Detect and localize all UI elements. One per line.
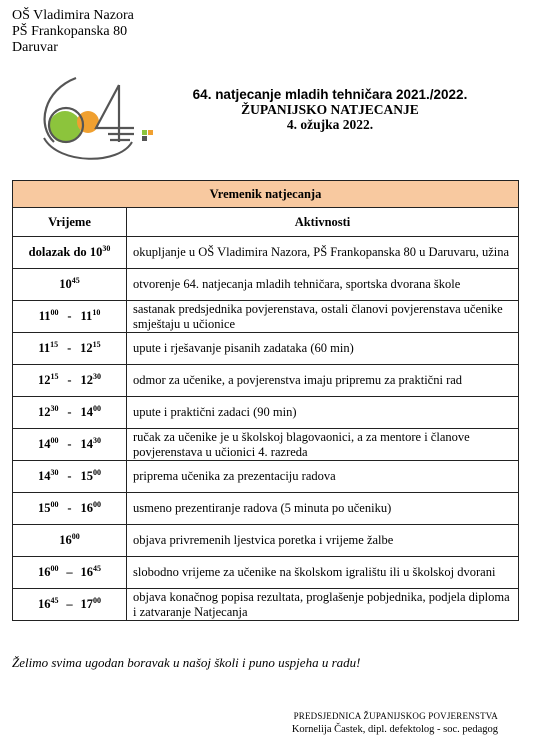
time-start-hour: 16 xyxy=(38,597,51,611)
time-start-hour: 12 xyxy=(38,405,51,419)
time-cell xyxy=(13,461,127,493)
table-row xyxy=(13,365,519,397)
time-start-minute: 30 xyxy=(50,468,59,477)
time-prefix: dolazak do xyxy=(28,245,90,259)
time-separator: – xyxy=(66,597,73,611)
activity-cell: upute i rješavanje pisanih zadataka (60 min) xyxy=(127,333,519,365)
time-start-minute: 15 xyxy=(50,340,59,349)
time-start-minute: 00 xyxy=(50,308,59,317)
signature-block xyxy=(292,710,498,736)
time-cell xyxy=(13,237,127,269)
activity-cell: objava konačnog popisa rezultata, proglašenje pobjednika, podjela diploma i zatvaranje Natjecanja xyxy=(127,589,519,621)
time-end-hour: 12 xyxy=(80,373,93,387)
time-start-hour: 16 xyxy=(38,565,51,579)
time-separator: - xyxy=(67,341,72,355)
time-end-minute: 15 xyxy=(92,340,101,349)
time-end-minute: 10 xyxy=(92,308,101,317)
time-end-minute: 30 xyxy=(93,436,101,445)
time-end-minute: 45 xyxy=(93,564,101,573)
table-row xyxy=(13,397,519,429)
signer-role: PREDSJEDNICA ŽUPANIJSKOG POVJERENSTVA xyxy=(293,711,498,721)
time-cell xyxy=(13,301,127,333)
time-separator: - xyxy=(67,405,72,419)
activity-cell: okupljanje u OŠ Vladimira Nazora, PŠ Frankopanska 80 u Daruvaru, užina xyxy=(127,237,519,269)
activity-cell: usmeno prezentiranje radova (5 minuta po učeniku) xyxy=(127,493,519,525)
table-row xyxy=(13,557,519,589)
closing-wish: Želimo svima ugodan boravak u našoj školi i puno uspjeha u radu! xyxy=(12,655,361,670)
time-end-hour: 14 xyxy=(80,405,93,419)
schedule-table xyxy=(12,180,519,621)
time-separator: - xyxy=(67,501,72,515)
time-end-minute: 00 xyxy=(93,468,101,477)
time-end-hour: 16 xyxy=(80,501,93,515)
time-separator: - xyxy=(67,437,72,451)
time-start-minute: 30 xyxy=(102,244,111,253)
time-end-minute: 00 xyxy=(93,596,101,605)
time-start-hour: 14 xyxy=(38,469,51,483)
time-cell xyxy=(13,269,127,301)
time-end-minute: 00 xyxy=(93,500,101,509)
time-start-hour: 10 xyxy=(89,245,103,259)
table-row xyxy=(13,429,519,461)
time-start-hour: 15 xyxy=(38,501,51,515)
table-row xyxy=(13,269,519,301)
activity-cell: objava privremenih ljestvica poretka i vrijeme žalbe xyxy=(127,525,519,557)
time-start-minute: 45 xyxy=(50,596,59,605)
activity-cell: upute i praktični zadaci (90 min) xyxy=(127,397,519,429)
time-separator: – xyxy=(66,565,73,579)
time-separator: - xyxy=(67,309,72,323)
time-end-minute: 00 xyxy=(93,404,101,413)
table-row xyxy=(13,333,519,365)
table-caption: Vremenik natjecanja xyxy=(13,181,519,208)
time-cell xyxy=(13,493,127,525)
time-cell xyxy=(13,429,127,461)
time-start-minute: 15 xyxy=(50,372,59,381)
time-start-minute: 45 xyxy=(71,276,80,285)
time-cell xyxy=(13,365,127,397)
column-header-time: Vrijeme xyxy=(13,208,127,237)
table-row xyxy=(13,589,519,621)
time-end-hour: 15 xyxy=(80,469,93,483)
activity-cell: slobodno vrijeme za učenike na školskom igralištu ili u školskoj dvorani xyxy=(127,557,519,589)
time-cell xyxy=(13,557,127,589)
time-cell xyxy=(13,589,127,621)
time-cell xyxy=(13,397,127,429)
time-start-minute: 00 xyxy=(50,564,59,573)
table-row xyxy=(13,301,519,333)
time-start-hour: 11 xyxy=(38,309,51,323)
table-row xyxy=(13,237,519,269)
time-start-hour: 14 xyxy=(38,437,51,451)
table-row xyxy=(13,493,519,525)
time-end-hour: 16 xyxy=(80,565,93,579)
activity-cell: odmor za učenike, a povjerenstva imaju pripremu za praktični rad xyxy=(127,365,519,397)
activity-cell: ručak za učenike je u školskoj blagovaonici, a za mentore i članove povjerenstava u učionici 4. razreda xyxy=(127,429,519,461)
heading-level: ŽUPANIJSKO NATJECANJE xyxy=(241,102,419,117)
time-separator: - xyxy=(67,373,72,387)
time-start-minute: 00 xyxy=(71,532,80,541)
time-cell xyxy=(13,333,127,365)
time-separator: - xyxy=(67,469,72,483)
school-info xyxy=(12,8,134,56)
activity-cell: sastanak predsjednika povjerenstava, ostali članovi povjerenstava učenike smještaju u učionice xyxy=(127,301,519,333)
school-address: PŠ Frankopanska 80 xyxy=(12,24,128,39)
schedule-rows xyxy=(13,237,519,621)
heading-title: 64. natjecanje mladih tehničara 2021./2022. xyxy=(192,87,468,102)
time-end-hour: 11 xyxy=(80,309,93,323)
table-row xyxy=(13,525,519,557)
time-start-minute: 30 xyxy=(50,404,59,413)
time-end-hour: 12 xyxy=(80,341,93,355)
school-name: OŠ Vladimira Nazora xyxy=(12,8,134,23)
school-city: Daruvar xyxy=(12,40,58,55)
heading-date: 4. ožujka 2022. xyxy=(286,117,374,132)
64-logo-icon xyxy=(24,70,164,180)
time-end-minute: 30 xyxy=(93,372,101,381)
table-row xyxy=(13,461,519,493)
time-start-hour: 16 xyxy=(59,533,72,547)
document-heading xyxy=(170,87,490,132)
time-cell xyxy=(13,525,127,557)
time-start-minute: 00 xyxy=(50,500,59,509)
activity-cell: otvorenje 64. natjecanja mladih tehničara, sportska dvorana škole xyxy=(127,269,519,301)
signer-name: Kornelija Častek, dipl. defektolog - soc. pedagog xyxy=(291,724,498,735)
time-start-minute: 00 xyxy=(50,436,59,445)
time-start-hour: 12 xyxy=(38,373,51,387)
time-end-hour: 14 xyxy=(80,437,93,451)
activity-cell: priprema učenika za prezentaciju radova xyxy=(127,461,519,493)
column-header-activity: Aktivnosti xyxy=(127,208,519,237)
time-end-hour: 17 xyxy=(80,597,93,611)
time-start-hour: 11 xyxy=(38,341,51,355)
time-start-hour: 10 xyxy=(59,277,72,291)
